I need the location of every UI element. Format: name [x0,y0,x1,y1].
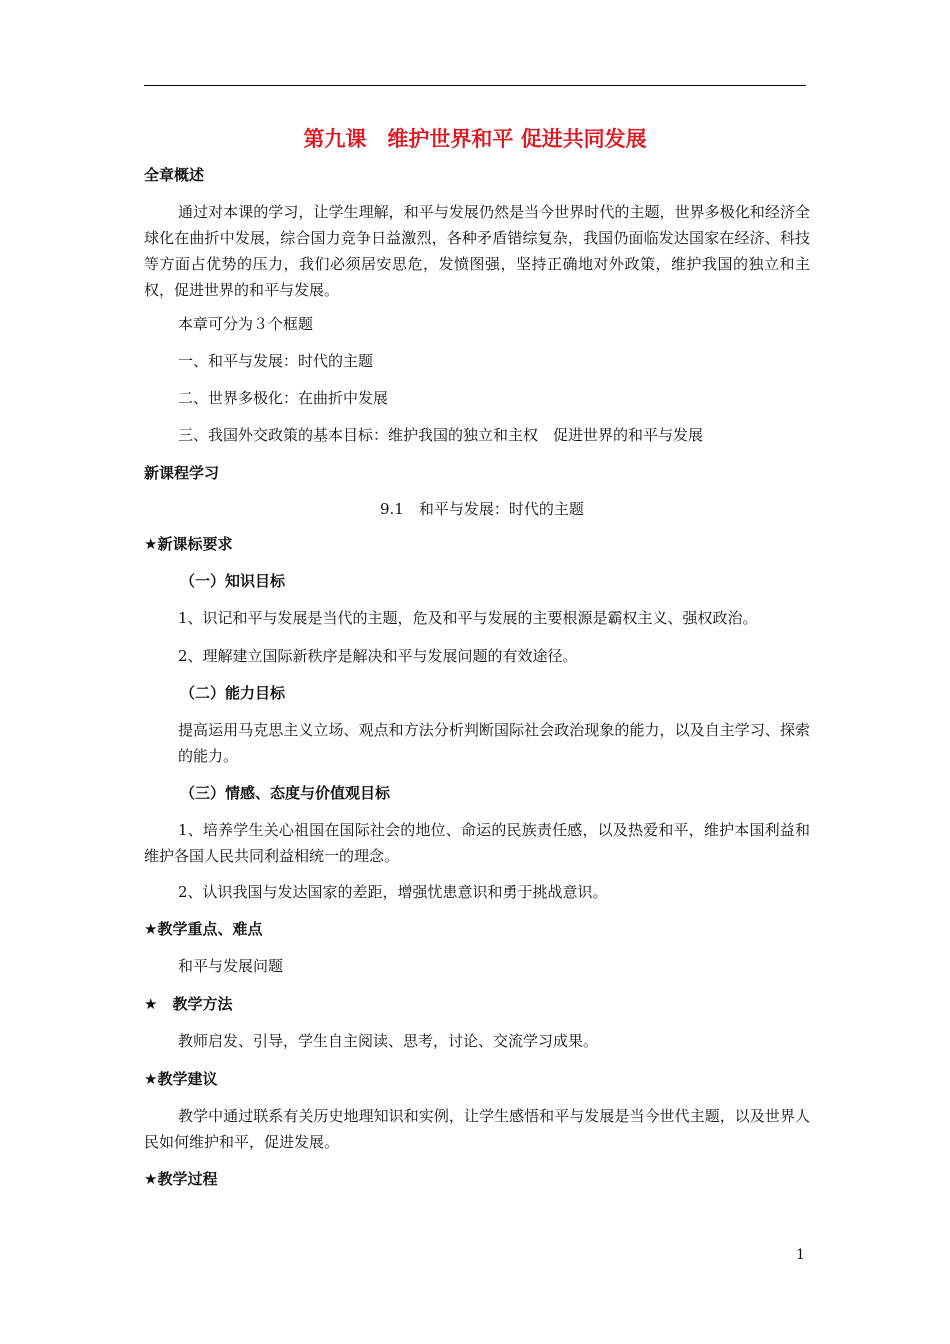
knowledge-goal-1: 1、识记和平与发展是当代的主题，危及和平与发展的主要根源是霸权主义、强权政治。 [178,609,758,627]
chapter-overview-heading: 全章概述 [144,166,205,184]
suggestions-text: 教学中通过联系有关历史地理知识和实例，让学生感悟和平与发展是当今世代主题，以及世界人民如何维护和平，促进发展。 [144,1107,810,1151]
page-number: 1 [796,1247,805,1263]
division-item-1: 一、和平与发展：时代的主题 [178,352,374,370]
emotion-goal-2: 2、认识我国与发达国家的差距，增强忧患意识和勇于挑战意识。 [178,883,608,901]
methods-text: 教师启发、引导，学生自主阅读、思考，讨论、交流学习成果。 [178,1032,599,1050]
ability-goals-heading: （二）能力目标 [180,684,286,702]
knowledge-goals-heading: （一）知识目标 [180,572,286,590]
process-heading: ★教学过程 [144,1170,218,1188]
division-item-2: 二、世界多极化：在曲折中发展 [178,389,389,407]
standards-heading: ★新课标要求 [144,535,233,553]
lesson-title: 第九课 维护世界和平 促进共同发展 [303,127,647,151]
ability-goals-text: 提高运用马克思主义立场、观点和方法分析判断国际社会政治现象的能力，以及自主学习、探索的能力。 [178,721,810,765]
key-points-heading: ★教学重点、难点 [144,920,263,938]
knowledge-goal-2: 2、理解建立国际新秩序是解决和平与发展问题的有效途径。 [178,647,578,665]
division-item-3: 三、我国外交政策的基本目标：维护我国的独立和主权 促进世界的和平与发展 [178,426,704,444]
emotion-goal-1: 1、培养学生关心祖国在国际社会的地位、命运的民族责任感，以及热爱和平，维护本国利益和维护各国人民共同利益相统一的理念。 [144,821,810,865]
chapter-overview-intro: 通过对本课的学习，让学生理解，和平与发展仍然是当今世界时代的主题，世界多极化和经济全球化在曲折中发展，综合国力竞争日益激烈，各种矛盾错综复杂，我国仍面临发达国家在经济、科技等方面占优势的压力，我们必须居安思危，发愤图强，坚持正确地对外政策，维护我国的独立和主权，促进世界的和平与发展。 [144,203,810,299]
divisions-label: 本章可分为３个框题 [178,315,314,333]
header-rule [144,85,806,86]
emotion-goals-heading: （三）情感、态度与价值观目标 [180,784,391,802]
suggestions-heading: ★教学建议 [144,1070,218,1088]
new-course-heading: 新课程学习 [144,464,220,482]
key-points-text: 和平与发展问题 [178,957,284,975]
methods-heading: ★ 教学方法 [144,995,233,1013]
section-title: 9.1 和平与发展：时代的主题 [380,500,584,518]
